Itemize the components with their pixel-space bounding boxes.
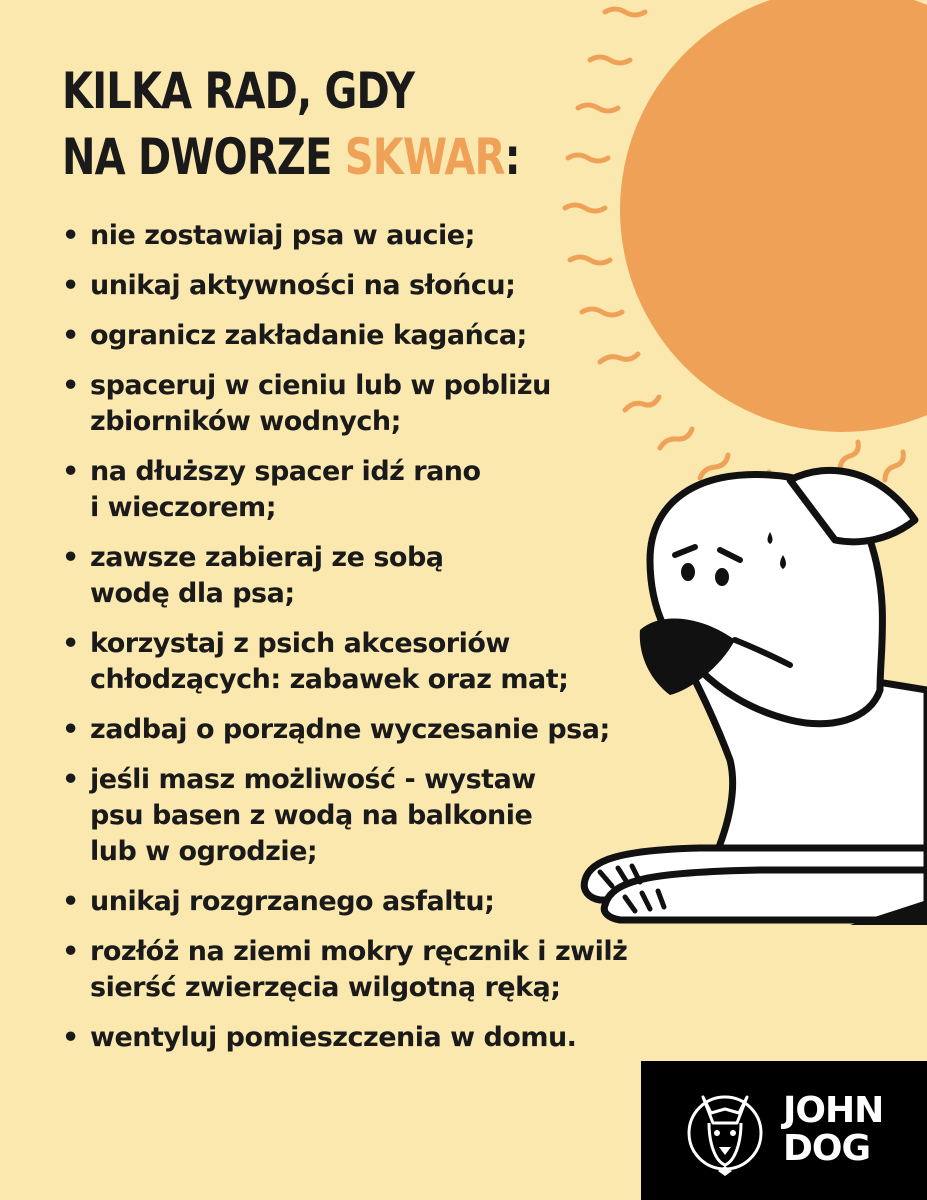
bullet-icon: •: [62, 714, 79, 745]
list-item: [60, 540, 660, 612]
bullet-icon: •: [62, 456, 79, 487]
bullet-icon: •: [62, 628, 79, 659]
list-item: [60, 268, 660, 304]
bullet-icon: •: [62, 542, 79, 573]
bullet-icon: •: [62, 270, 79, 301]
bullet-icon: •: [62, 886, 79, 917]
list-item: [60, 934, 660, 1006]
tip-text: korzystaj z psich akcesoriów chłodzących: zabawek oraz mat;: [90, 628, 569, 695]
list-item: [60, 318, 660, 354]
tip-text: spaceruj w cieniu lub w pobliżu zbiorników wodnych;: [90, 370, 551, 437]
list-item: [60, 884, 660, 920]
tips-list: [60, 218, 660, 1070]
title-accent-word: SKWAR: [344, 128, 505, 186]
tip-text: jeśli masz możliwość - wystaw psu basen z wodą na balkonie lub w ogrodzie;: [90, 764, 536, 867]
tip-text: zawsze zabieraj ze sobą wodę dla psa;: [90, 542, 444, 609]
dog-head-logo-icon: [685, 1083, 765, 1179]
bullet-icon: •: [62, 220, 79, 251]
logo-line-2: DOG: [783, 1128, 871, 1169]
list-item: [60, 454, 660, 526]
tip-text: wentyluj pomieszczenia w domu.: [90, 1022, 577, 1053]
bullet-icon: •: [62, 764, 79, 795]
list-item: [60, 712, 660, 748]
logo-line-1: JOHN: [783, 1090, 884, 1131]
page-title: [62, 58, 520, 190]
tip-text: na dłuższy spacer idź rano i wieczorem;: [90, 456, 481, 523]
tip-text: ogranicz zakładanie kagańca;: [90, 320, 527, 351]
bullet-icon: •: [62, 370, 79, 401]
bullet-icon: •: [62, 320, 79, 351]
bullet-icon: •: [62, 1022, 79, 1053]
title-line-1: KILKA RAD, GDY: [62, 62, 415, 120]
title-line-2-start: NA DWORZE: [62, 128, 345, 186]
brand-logo-text: [783, 1092, 883, 1168]
list-item: [60, 626, 660, 698]
tip-text: zadbaj o porządne wyczesanie psa;: [90, 714, 610, 745]
tip-text: unikaj rozgrzanego asfaltu;: [90, 886, 495, 917]
tip-text: nie zostawiaj psa w aucie;: [90, 220, 475, 251]
list-item: [60, 368, 660, 440]
bullet-icon: •: [62, 936, 79, 967]
list-item: [60, 218, 660, 254]
list-item: [60, 1020, 660, 1056]
tip-text: rozłóż na ziemi mokry ręcznik i zwilż sierść zwierzęcia wilgotną ręką;: [90, 936, 628, 1003]
tip-text: unikaj aktywności na słońcu;: [90, 270, 516, 301]
title-line-2-end: :: [504, 128, 520, 186]
list-item: [60, 762, 660, 870]
